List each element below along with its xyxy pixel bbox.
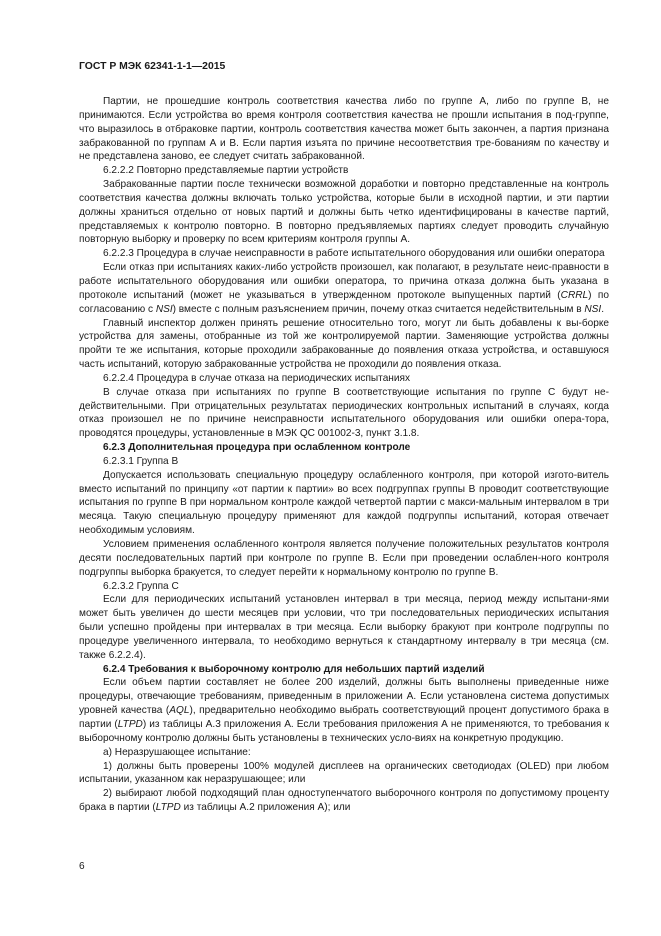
body-paragraph: 2) выбирают любой подходящий план одноступенчатого выборочного контроля по допустимому проценту брака в партии (LTPD из таблицы А.2 приложения А); или (79, 788, 609, 814)
body-paragraph: 1) должны быть проверены 100% модулей дисплеев на органических светодиодах (OLED) при любом испытании, указанном как неразрушающее; или (79, 760, 609, 786)
body-paragraph: 6.2.2.4 Процедура в случае отказа на периодических испытаниях (103, 372, 411, 384)
body-paragraph: Главный инспектор должен принять решение относительно того, могут ли быть добавлены к вы-борке устройства для замены, отобранные из той же контролируемой партии. Заменяющие устройства должны пройти те же испытания, которые проходили забракованные до появления отказа устройства, и оставшуюся часть испытаний, которую забракованные устройства не проходили до появления отказа. (79, 317, 609, 371)
body-paragraph: Забракованные партии после технически возможной доработки и повторно представленные на контроль соответствия качества должны включать только устройства, которые были в исходной партии, и эти партии должны храниться отдельно от новых партий и должны быть четко идентифицированы в качестве партий, представляемых к контролю повторно. В повторно предъявляемых партиях следует проводить случайную повторную выборку и проверку по всем критериям контроля группы А. (79, 179, 609, 246)
body-paragraph: 6.2.3.1 Группа В (103, 455, 179, 467)
body-paragraph: В случае отказа при испытаниях по группе В соответствующие испытания по группе С будут не-действительными. При отрицательных результатах периодических контрольных испытаний в случаях, когда отказ произошел не по причине неисправности испытательного оборудования или ошибки опера-тора, проводятся процедуры, установленные в МЭК QC 001002-3, пункт 3.1.8. (79, 386, 609, 440)
body-paragraph: Допускается использовать специальную процедуру ослабленного контроля, при которой изгото-витель вместо испытаний по принципу «от партии к партии» во всех подгруппах группы В проводит соответствующие испытания по группе В при нормальном контроле каждой четвертой партии с макси-мальным интервалом в три месяца. Такую специальную процедуру применяют для каждой подгруппы испытаний, которая отвечает необходимым условиям. (79, 469, 609, 537)
body-paragraph: Если объем партии составляет не более 200 изделий, должны быть выполнены приведенные ниже процедуры, отвечающие требованиям, приведенным в приложении А. Если установлена система допустимых уровней качества (AQL), предварительно необходимо выбрать соответствующий процент допустимого брака в партии (LTPD) из таблицы А.3 приложения А. Если требования приложения А не применяются, то требования к выборочному контролю должны быть установлены в технических усло-виях на конкретную продукцию. (79, 677, 609, 744)
body-paragraph: 6.2.3 Дополнительная процедура при ослабленном контроле (103, 442, 411, 454)
body-paragraph: 6.2.3.2 Группа С (103, 580, 179, 592)
body-paragraph: 6.2.4 Требования к выборочному контролю для небольших партий изделий (103, 663, 485, 675)
page-number: 6 (79, 861, 85, 872)
body-paragraph: 6.2.2.2 Повторно представляемые партии устройств (103, 165, 349, 177)
body-paragraph: Если отказ при испытаниях каких-либо устройств произошел, как полагают, в результате неис-правности в работе испытательного оборудования или ошибки оператора, то причина отказа должна быть указана в протоколе испытаний (может не указываться в утвержденном протоколе выпущенных партий (CRRL) по согласованию с NSI) вместе с полным разъяснением причин, почему отказ считается недействительным в NSI. (79, 262, 609, 315)
body-paragraph: а) Неразрушающее испытание: (103, 746, 251, 758)
body-paragraph: Партии, не прошедшие контроль соответствия качества либо по группе А, либо по группе В, не принимаются. Если устройства во время контроля соответствия качества не прошли испытания в под-группе, что выразилось в отбраковке партии, контроль соответствия качества может быть закончен, а партия признана забракованной по группам А и В. Если партия изъята по причине несоответствия тре-бованиям по качеству и не представлена заново, ее следует считать забракованной. (79, 96, 609, 163)
body-paragraph: Если для периодических испытаний установлен интервал в три месяца, период между испытани-ями может быть увеличен до шести месяцев при условии, что три последовательных периодических испытания были успешно пройдены при интервалах в три месяца. Если выборку бракуют при контроле подгруппы по процедуре увеличенного интервала, то необходимо вернуться к стандартному интервалу в три месяца (см. также 6.2.2.4). (79, 594, 609, 661)
document-header: ГОСТ Р МЭК 62341-1-1—2015 (79, 61, 226, 72)
body-paragraph: 6.2.2.3 Процедура в случае неисправности в работе испытательного оборудования или ошибки оператора (103, 248, 605, 260)
body-paragraph: Условием применения ослабленного контроля является получение положительных результатов контроля десяти последовательных партий при контроле по группе В. Если при проведении ослаблен-ного контроля подгруппы выборка бракуется, то следует перейти к нормальному контролю по группе В. (79, 539, 609, 578)
document-body (79, 95, 609, 815)
